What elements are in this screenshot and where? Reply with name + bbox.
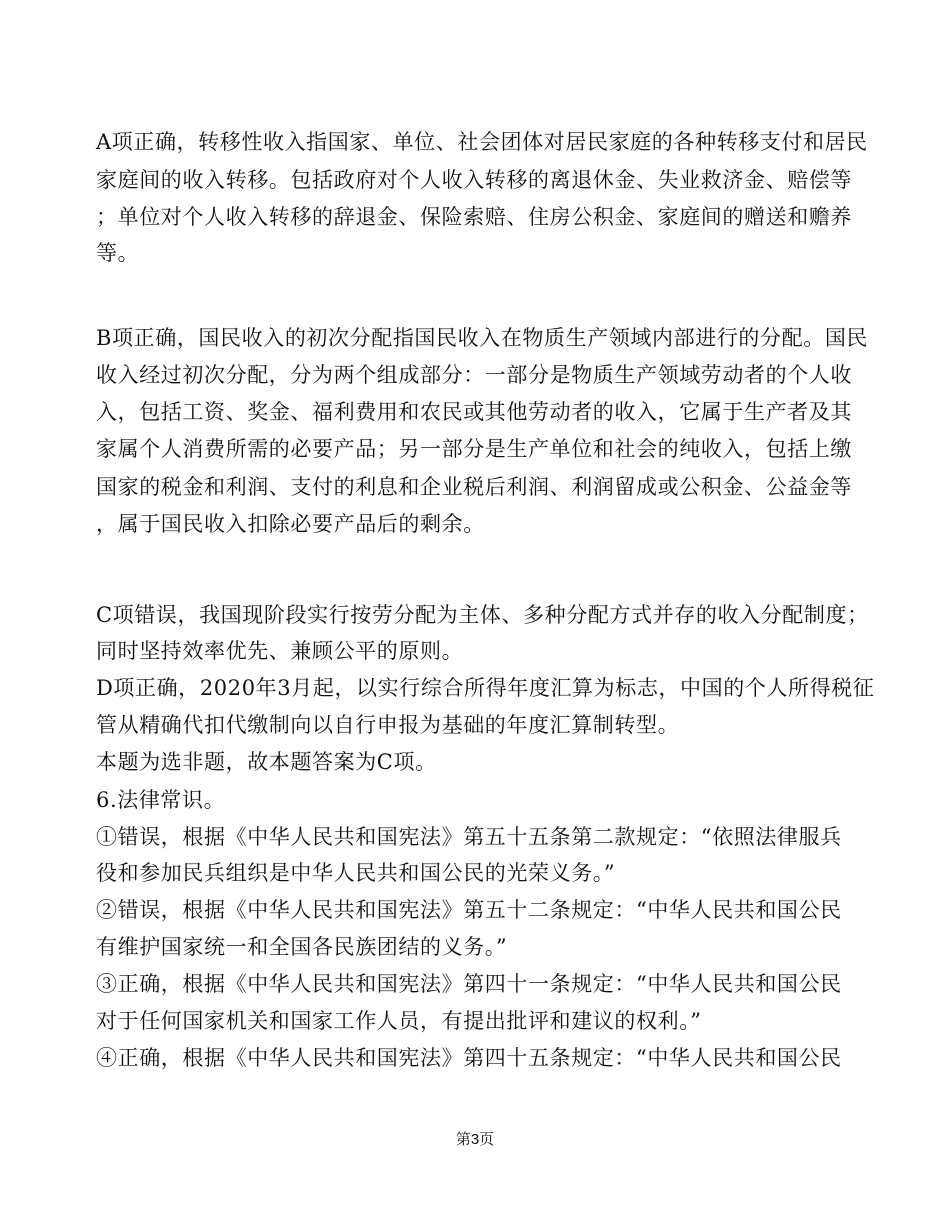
text-line: ；单位对个人收入转移的辞退金、保险索赔、住房公积金、家庭间的赠送和赡养	[96, 205, 852, 229]
text-line: ②错误，根据《中华人民共和国宪法》第五十二条规定：“中华人民共和国公民	[96, 898, 842, 922]
text-line: D项正确，2020年3月起，以实行综合所得年度汇算为标志，中国的个人所得税征	[96, 676, 875, 700]
text-line: B项正确，国民收入的初次分配指国民收入在物质生产领域内部进行的分配。国民	[96, 326, 869, 350]
text-line: 管从精确代扣代缴制向以自行申报为基础的年度汇算制转型。	[96, 713, 680, 737]
text-line: 收入经过初次分配，分为两个组成部分：一部分是物质生产领域劳动者的个人收	[96, 363, 852, 387]
text-line: 有维护国家统一和全国各民族团结的义务。”	[96, 935, 508, 959]
text-line: 对于任何国家机关和国家工作人员，有提出批评和建议的权利。”	[96, 1009, 702, 1033]
section-heading: 6.法律常识。	[96, 788, 226, 812]
text-line: ③正确，根据《中华人民共和国宪法》第四十一条规定：“中华人民共和国公民	[96, 972, 842, 996]
text-line: 入，包括工资、奖金、福利费用和农民或其他劳动者的收入，它属于生产者及其	[96, 400, 852, 424]
text-line: C项错误，我国现阶段实行按劳分配为主体、多种分配方式并存的收入分配制度；	[96, 603, 869, 627]
text-line: 本题为选非题，故本题答案为C项。	[96, 750, 437, 774]
text-line: 家属个人消费所需的必要产品；另一部分是生产单位和社会的纯收入，包括上缴	[96, 437, 852, 461]
text-line: ①错误，根据《中华人民共和国宪法》第五十五条第二款规定：“依照法律服兵	[96, 825, 842, 849]
text-line: ，属于国民收入扣除必要产品后的剩余。	[96, 512, 485, 536]
text-line: A项正确，转移性收入指国家、单位、社会团体对居民家庭的各种转移支付和居民	[96, 130, 868, 154]
text-line: 等。	[96, 241, 140, 265]
page-number: 第3页	[455, 1131, 495, 1148]
text-line: ④正确，根据《中华人民共和国宪法》第四十五条规定：“中华人民共和国公民	[96, 1046, 842, 1070]
text-line: 家庭间的收入转移。包括政府对个人收入转移的离退休金、失业救济金、赔偿等	[96, 168, 852, 192]
text-line: 同时坚持效率优先、兼顾公平的原则。	[96, 639, 464, 663]
text-line: 役和参加民兵组织是中华人民共和国公民的光荣义务。”	[96, 861, 616, 885]
text-line: 国家的税金和利润、支付的利息和企业税后利润、利润留成或公积金、公益金等	[96, 475, 852, 499]
